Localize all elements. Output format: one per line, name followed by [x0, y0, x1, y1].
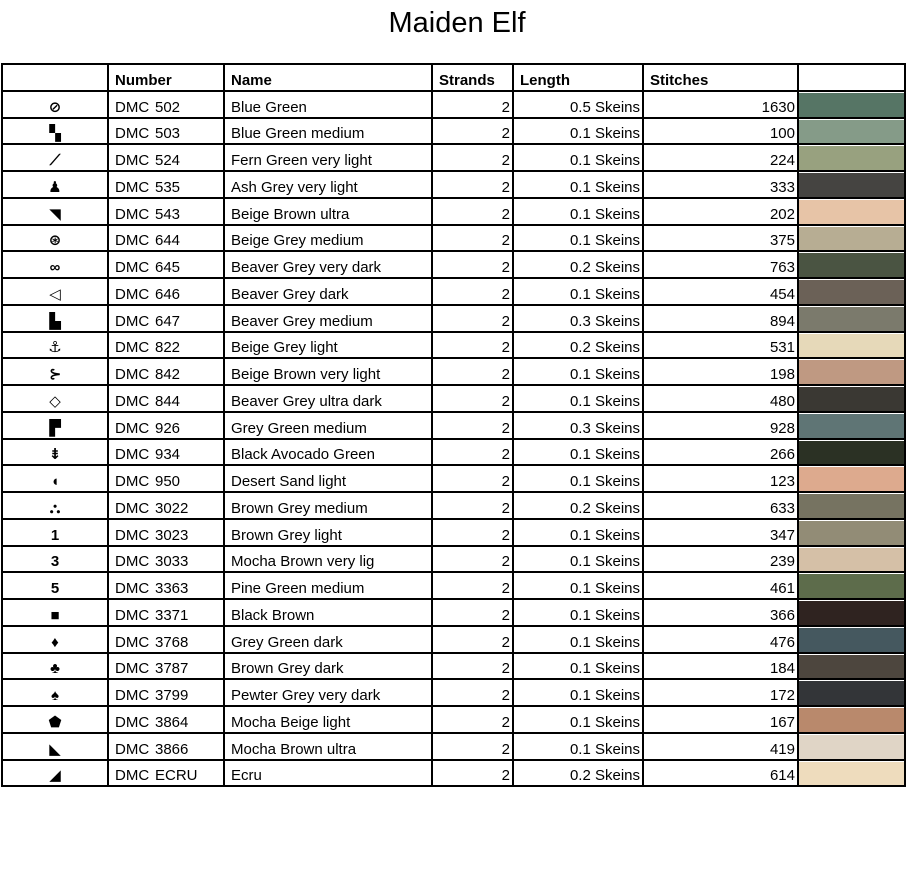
thread-strands: 2 [432, 358, 513, 385]
thread-name: Fern Green very light [224, 144, 432, 171]
table-row [2, 653, 905, 680]
thread-strands: 2 [432, 144, 513, 171]
thread-stitches: 202 [643, 198, 798, 225]
color-swatch-cell [798, 225, 905, 252]
thread-code: 842 [155, 366, 181, 383]
color-swatch-cell [798, 546, 905, 573]
thread-number [108, 198, 224, 225]
thread-code: 3866 [155, 740, 189, 758]
thread-stitches: 123 [643, 465, 798, 492]
thread-brand: DMC [115, 419, 150, 437]
thread-stitches: 172 [643, 679, 798, 706]
thread-code: 645 [155, 259, 181, 276]
thread-brand: DMC [115, 205, 150, 223]
table-row [2, 679, 905, 706]
thread-code: 524 [155, 152, 181, 169]
color-swatch-cell [798, 733, 905, 760]
stitch-symbol-icon: ⟋ [2, 144, 108, 171]
thread-brand: DMC [115, 285, 150, 303]
thread-code: 3799 [155, 687, 189, 704]
header-length: Length [513, 64, 643, 91]
color-swatch [799, 574, 904, 598]
thread-code: 3022 [155, 499, 189, 517]
table-row [2, 385, 905, 412]
color-swatch-cell [798, 118, 905, 145]
header-stitches: Stitches [643, 64, 798, 91]
table-row [2, 332, 905, 359]
thread-strands: 2 [432, 118, 513, 145]
thread-number [108, 332, 224, 359]
thread-code: 844 [155, 392, 181, 410]
color-swatch [799, 628, 904, 652]
color-swatch [799, 548, 904, 572]
thread-name: Beige Grey medium [224, 225, 432, 252]
thread-stitches: 333 [643, 171, 798, 198]
table-row [2, 198, 905, 225]
thread-stitches: 633 [643, 492, 798, 519]
thread-strands: 2 [432, 519, 513, 546]
thread-length: 0.1 Skeins [513, 572, 643, 599]
table-row [2, 118, 905, 145]
color-swatch-cell [798, 332, 905, 359]
color-swatch-cell [798, 305, 905, 332]
thread-name: Mocha Beige light [224, 706, 432, 733]
thread-strands: 2 [432, 626, 513, 653]
thread-brand: DMC [115, 553, 150, 571]
thread-stitches: 100 [643, 118, 798, 145]
thread-name: Mocha Brown very lig [224, 546, 432, 573]
thread-strands: 2 [432, 465, 513, 492]
thread-code: 644 [155, 232, 181, 250]
color-swatch-cell [798, 626, 905, 653]
header-strands: Strands [432, 64, 513, 91]
thread-strands: 2 [432, 733, 513, 760]
stitch-symbol-icon: ♣ [2, 653, 108, 680]
thread-code: 535 [155, 178, 181, 196]
thread-stitches: 198 [643, 358, 798, 385]
thread-stitches: 375 [643, 225, 798, 252]
thread-number [108, 653, 224, 680]
thread-length: 0.2 Skeins [513, 492, 643, 519]
thread-strands: 2 [432, 91, 513, 118]
thread-strands: 2 [432, 198, 513, 225]
thread-code: 3033 [155, 553, 189, 571]
table-row [2, 439, 905, 466]
table-row [2, 546, 905, 573]
thread-strands: 2 [432, 225, 513, 252]
thread-code: 822 [155, 339, 181, 357]
color-swatch [799, 280, 904, 304]
thread-length: 0.2 Skeins [513, 760, 643, 787]
thread-brand: DMC [115, 152, 150, 169]
thread-number [108, 760, 224, 787]
color-swatch-cell [798, 198, 905, 225]
thread-stitches: 894 [643, 305, 798, 332]
color-swatch [799, 200, 904, 224]
thread-stitches: 347 [643, 519, 798, 546]
stitch-symbol-icon: ⚓ [2, 332, 108, 359]
color-swatch [799, 708, 904, 732]
thread-brand: DMC [115, 767, 150, 785]
thread-code: 926 [155, 419, 181, 437]
thread-length: 0.1 Skeins [513, 385, 643, 412]
thread-stitches: 531 [643, 332, 798, 359]
table-row [2, 492, 905, 519]
thread-stitches: 366 [643, 599, 798, 626]
thread-brand: DMC [115, 606, 150, 624]
stitch-symbol-icon: ♦ [2, 626, 108, 653]
color-swatch [799, 494, 904, 518]
thread-name: Brown Grey light [224, 519, 432, 546]
thread-number [108, 465, 224, 492]
thread-length: 0.1 Skeins [513, 706, 643, 733]
thread-name: Beaver Grey ultra dark [224, 385, 432, 412]
thread-name: Brown Grey dark [224, 653, 432, 680]
stitch-symbol-icon: ⛬ [2, 492, 108, 519]
thread-strands: 2 [432, 439, 513, 466]
thread-brand: DMC [115, 125, 150, 143]
color-swatch [799, 334, 904, 358]
thread-stitches: 1630 [643, 91, 798, 118]
thread-strands: 2 [432, 385, 513, 412]
thread-strands: 2 [432, 706, 513, 733]
thread-name: Pine Green medium [224, 572, 432, 599]
color-swatch-cell [798, 760, 905, 787]
thread-code: 3787 [155, 660, 189, 678]
thread-length: 0.1 Skeins [513, 144, 643, 171]
color-swatch-cell [798, 679, 905, 706]
thread-stitches: 461 [643, 572, 798, 599]
color-swatch [799, 227, 904, 251]
thread-code: 3363 [155, 580, 189, 597]
table-row [2, 465, 905, 492]
thread-length: 0.1 Skeins [513, 546, 643, 573]
thread-name: Beige Grey light [224, 332, 432, 359]
table-row [2, 733, 905, 760]
thread-number [108, 144, 224, 171]
color-swatch [799, 253, 904, 277]
thread-code: ECRU [155, 767, 198, 785]
stitch-symbol-icon: ▙ [2, 305, 108, 332]
thread-name: Beaver Grey medium [224, 305, 432, 332]
table-row [2, 225, 905, 252]
thread-number [108, 278, 224, 305]
thread-brand: DMC [115, 232, 150, 250]
color-swatch [799, 414, 904, 438]
color-swatch [799, 360, 904, 384]
color-swatch-cell [798, 439, 905, 466]
thread-number [108, 626, 224, 653]
thread-stitches: 763 [643, 251, 798, 278]
thread-length: 0.1 Skeins [513, 278, 643, 305]
thread-name: Blue Green [224, 91, 432, 118]
thread-number [108, 358, 224, 385]
thread-strands: 2 [432, 653, 513, 680]
thread-number [108, 679, 224, 706]
thread-length: 0.1 Skeins [513, 358, 643, 385]
thread-name: Ash Grey very light [224, 171, 432, 198]
thread-name: Beaver Grey very dark [224, 251, 432, 278]
thread-stitches: 167 [643, 706, 798, 733]
thread-number [108, 733, 224, 760]
thread-brand: DMC [115, 580, 150, 597]
thread-stitches: 476 [643, 626, 798, 653]
table-row [2, 626, 905, 653]
thread-code: 3864 [155, 713, 189, 731]
color-swatch [799, 173, 904, 197]
thread-brand: DMC [115, 446, 150, 464]
thread-length: 0.1 Skeins [513, 225, 643, 252]
header-color [798, 64, 905, 91]
thread-strands: 2 [432, 171, 513, 198]
color-swatch [799, 120, 904, 144]
color-swatch [799, 681, 904, 705]
color-swatch-cell [798, 171, 905, 198]
color-swatch-cell [798, 278, 905, 305]
thread-code: 950 [155, 473, 181, 490]
stitch-symbol-icon: ♟ [2, 171, 108, 198]
thread-name: Black Brown [224, 599, 432, 626]
thread-code: 3768 [155, 633, 189, 651]
thread-length: 0.1 Skeins [513, 465, 643, 492]
thread-brand: DMC [115, 633, 150, 651]
thread-code: 647 [155, 312, 181, 330]
stitch-symbol-icon: ⊘ [2, 91, 108, 118]
thread-stitches: 614 [643, 760, 798, 787]
stitch-symbol-icon: ▚ [2, 118, 108, 145]
thread-brand: DMC [115, 259, 150, 276]
thread-brand: DMC [115, 366, 150, 383]
header-symbol [2, 64, 108, 91]
table-row [2, 760, 905, 787]
stitch-symbol-icon: ◥ [2, 198, 108, 225]
thread-code: 646 [155, 285, 181, 303]
thread-brand: DMC [115, 178, 150, 196]
thread-name: Grey Green medium [224, 412, 432, 439]
color-swatch [799, 601, 904, 625]
thread-number [108, 546, 224, 573]
thread-brand: DMC [115, 499, 150, 517]
thread-number [108, 599, 224, 626]
stitch-symbol-icon: ■ [2, 599, 108, 626]
thread-number [108, 118, 224, 145]
table-row [2, 706, 905, 733]
thread-strands: 2 [432, 679, 513, 706]
thread-name: Desert Sand light [224, 465, 432, 492]
stitch-symbol-icon: ◁ [2, 278, 108, 305]
thread-strands: 2 [432, 492, 513, 519]
thread-brand: DMC [115, 339, 150, 357]
table-row [2, 91, 905, 118]
thread-stitches: 928 [643, 412, 798, 439]
color-swatch [799, 735, 904, 759]
table-row [2, 144, 905, 171]
table-row [2, 358, 905, 385]
table-row [2, 305, 905, 332]
thread-stitches: 266 [643, 439, 798, 466]
thread-length: 0.1 Skeins [513, 679, 643, 706]
header-row [2, 64, 905, 91]
stitch-symbol-icon: ♠ [2, 679, 108, 706]
stitch-symbol-icon: ⇟ [2, 439, 108, 466]
thread-name: Beaver Grey dark [224, 278, 432, 305]
color-swatch-cell [798, 385, 905, 412]
thread-number [108, 225, 224, 252]
color-swatch [799, 387, 904, 411]
table-row [2, 572, 905, 599]
thread-number [108, 492, 224, 519]
stitch-symbol-icon: ◣ [2, 733, 108, 760]
thread-code: 934 [155, 446, 181, 464]
thread-brand: DMC [115, 98, 150, 116]
color-swatch-cell [798, 572, 905, 599]
thread-stitches: 239 [643, 546, 798, 573]
thread-legend-table [1, 63, 906, 787]
stitch-symbol-icon: ⬟ [2, 706, 108, 733]
thread-name: Mocha Brown ultra [224, 733, 432, 760]
color-swatch [799, 441, 904, 465]
table-row [2, 251, 905, 278]
thread-number [108, 519, 224, 546]
thread-length: 0.3 Skeins [513, 305, 643, 332]
color-swatch-cell [798, 519, 905, 546]
table-row [2, 599, 905, 626]
color-swatch [799, 93, 904, 117]
page-title: Maiden Elf [388, 7, 526, 39]
thread-number [108, 171, 224, 198]
table-row [2, 171, 905, 198]
thread-name: Grey Green dark [224, 626, 432, 653]
thread-number [108, 251, 224, 278]
header-number: Number [108, 64, 224, 91]
table-row [2, 278, 905, 305]
thread-brand: DMC [115, 473, 150, 490]
color-swatch-cell [798, 599, 905, 626]
thread-length: 0.1 Skeins [513, 519, 643, 546]
color-swatch [799, 307, 904, 331]
stitch-symbol-icon: ⊛ [2, 225, 108, 252]
thread-length: 0.1 Skeins [513, 626, 643, 653]
thread-code: 502 [155, 98, 181, 116]
thread-name: Blue Green medium [224, 118, 432, 145]
thread-number [108, 706, 224, 733]
thread-number [108, 439, 224, 466]
thread-code: 543 [155, 205, 181, 223]
thread-number [108, 412, 224, 439]
thread-number [108, 385, 224, 412]
stitch-symbol-icon: 3 [2, 546, 108, 573]
thread-stitches: 419 [643, 733, 798, 760]
thread-brand: DMC [115, 392, 150, 410]
thread-length: 0.1 Skeins [513, 171, 643, 198]
thread-brand: DMC [115, 740, 150, 758]
stitch-symbol-icon: 1 [2, 519, 108, 546]
stitch-symbol-icon: ⊱ [2, 358, 108, 385]
thread-brand: DMC [115, 660, 150, 678]
color-swatch-cell [798, 653, 905, 680]
thread-length: 0.1 Skeins [513, 198, 643, 225]
color-swatch [799, 146, 904, 170]
thread-name: Pewter Grey very dark [224, 679, 432, 706]
stitch-symbol-icon: ◇ [2, 385, 108, 412]
stitch-symbol-icon: 5 [2, 572, 108, 599]
stitch-symbol-icon: ◖ [2, 465, 108, 492]
thread-code: 3371 [155, 606, 189, 624]
thread-length: 0.1 Skeins [513, 439, 643, 466]
thread-length: 0.1 Skeins [513, 733, 643, 760]
color-swatch-cell [798, 412, 905, 439]
table-row [2, 519, 905, 546]
header-name: Name [224, 64, 432, 91]
color-swatch [799, 467, 904, 491]
thread-length: 0.2 Skeins [513, 251, 643, 278]
color-swatch-cell [798, 358, 905, 385]
color-swatch [799, 762, 904, 786]
thread-strands: 2 [432, 572, 513, 599]
thread-brand: DMC [115, 526, 150, 544]
thread-length: 0.1 Skeins [513, 599, 643, 626]
thread-strands: 2 [432, 599, 513, 626]
thread-brand: DMC [115, 312, 150, 330]
thread-stitches: 454 [643, 278, 798, 305]
stitch-symbol-icon: ▛ [2, 412, 108, 439]
thread-name: Ecru [224, 760, 432, 787]
thread-strands: 2 [432, 251, 513, 278]
thread-strands: 2 [432, 278, 513, 305]
thread-length: 0.3 Skeins [513, 412, 643, 439]
thread-length: 0.1 Skeins [513, 653, 643, 680]
thread-stitches: 224 [643, 144, 798, 171]
thread-number [108, 572, 224, 599]
thread-strands: 2 [432, 760, 513, 787]
thread-name: Beige Brown very light [224, 358, 432, 385]
color-swatch-cell [798, 706, 905, 733]
thread-strands: 2 [432, 412, 513, 439]
thread-stitches: 480 [643, 385, 798, 412]
thread-length: 0.2 Skeins [513, 332, 643, 359]
stitch-symbol-icon: ◢ [2, 760, 108, 787]
thread-number [108, 305, 224, 332]
thread-strands: 2 [432, 546, 513, 573]
color-swatch [799, 655, 904, 679]
thread-length: 0.1 Skeins [513, 118, 643, 145]
table-row [2, 412, 905, 439]
thread-name: Black Avocado Green [224, 439, 432, 466]
color-swatch [799, 521, 904, 545]
thread-brand: DMC [115, 687, 150, 704]
color-swatch-cell [798, 91, 905, 118]
stitch-symbol-icon: ∞ [2, 251, 108, 278]
thread-strands: 2 [432, 305, 513, 332]
thread-name: Beige Brown ultra [224, 198, 432, 225]
thread-number [108, 91, 224, 118]
thread-stitches: 184 [643, 653, 798, 680]
thread-brand: DMC [115, 713, 150, 731]
color-swatch-cell [798, 251, 905, 278]
color-swatch-cell [798, 492, 905, 519]
thread-length: 0.5 Skeins [513, 91, 643, 118]
thread-code: 3023 [155, 526, 189, 544]
color-swatch-cell [798, 144, 905, 171]
thread-code: 503 [155, 125, 181, 143]
color-swatch-cell [798, 465, 905, 492]
thread-strands: 2 [432, 332, 513, 359]
thread-name: Brown Grey medium [224, 492, 432, 519]
